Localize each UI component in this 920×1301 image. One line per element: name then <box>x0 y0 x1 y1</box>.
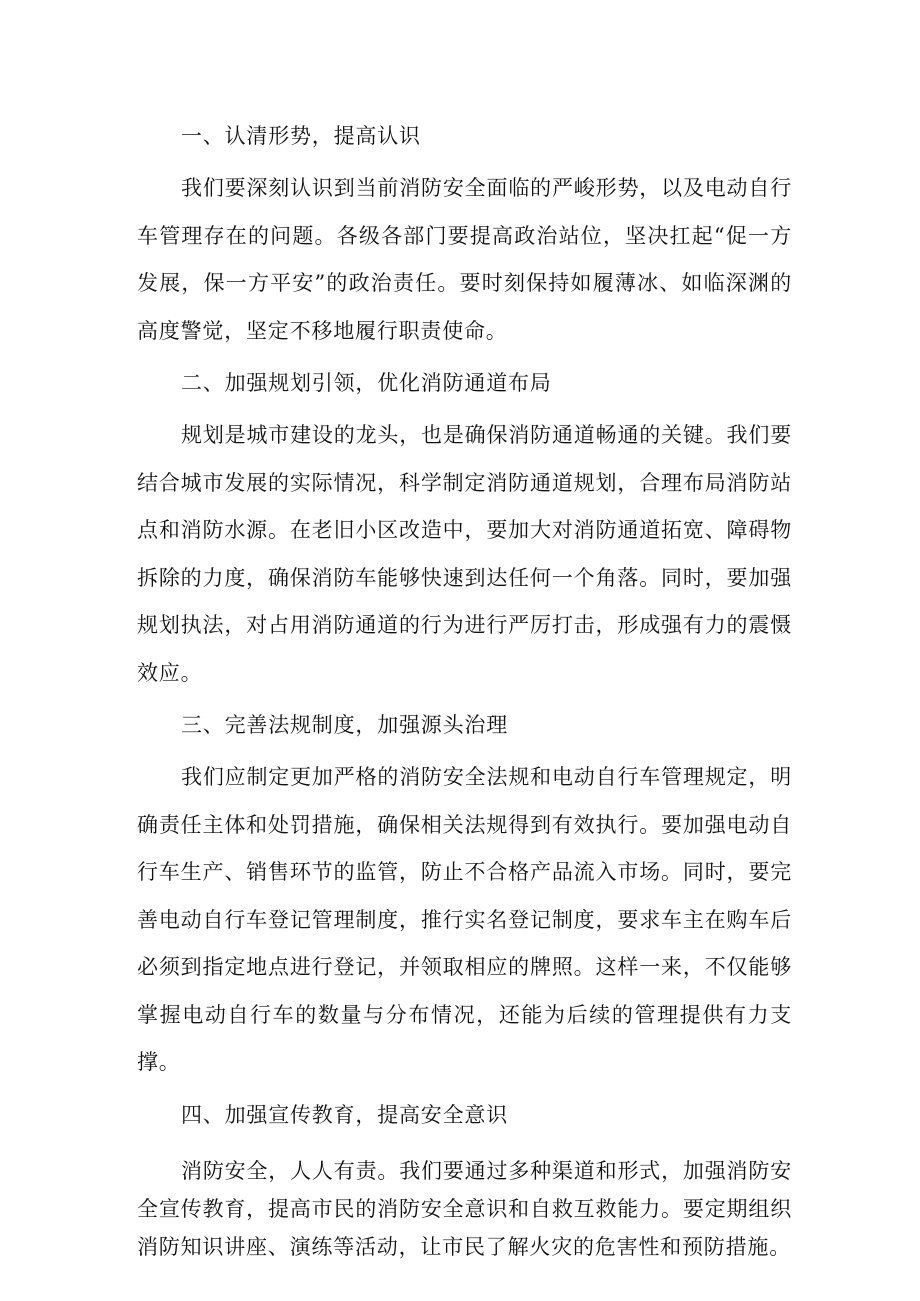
document-body <box>137 108 792 1266</box>
section-heading-4: 四、加强宣传教育，提高安全意识 <box>181 1102 508 1127</box>
section-heading-3: 三、完善法规制度，加强源头治理 <box>181 713 508 737</box>
section-paragraph-1: 我们要深刻认识到当前消防安全面临的严峻形势，以及电动自行车管理存在的问题。各级各部门要提高政治站位，坚决扛起“促一方发展，保一方平安”的政治责任。要时刻保持如履薄冰、如临深渊的高度警觉，坚定不移地履行职责使命。 <box>137 176 792 343</box>
section-heading-2: 二、加强规划引领，优化消防通道布局 <box>181 371 552 395</box>
section-paragraph-3: 我们应制定更加严格的消防安全法规和电动自行车管理规定，明确责任主体和处罚措施，确保相关法规得到有效执行。要加强电动自行车生产、销售环节的监管，防止不合格产品流入市场。同时，要完善电动自行车登记管理制度，推行实名登记制度，要求车主在购车后必须到指定地点进行登记，并领取相应的牌照。这样一来，不仅能够掌握电动自行车的数量与分布情况，还能为后续的管理提供有力支撑。 <box>137 765 792 1074</box>
section-paragraph-2: 规划是城市建设的龙头，也是确保消防通道畅通的关键。我们要结合城市发展的实际情况，科学制定消防通道规划，合理布局消防站点和消防水源。在老旧小区改造中，要加大对消防通道拓宽、障碍物拆除的力度，确保消防车能够快速到达任何一个角落。同时，要加强规划执法，对占用消防通道的行为进行严厉打击，形成强有力的震慑效应。 <box>137 423 792 685</box>
section-paragraph-4: 消防安全，人人有责。我们要通过多种渠道和形式，加强消防安全宣传教育，提高市民的消防安全意识和自救互救能力。要定期组织消防知识讲座、演练等活动，让市民了解火灾的危害性和预防措施。 <box>137 1158 792 1259</box>
section-heading-1: 一、认清形势，提高认识 <box>181 124 421 148</box>
